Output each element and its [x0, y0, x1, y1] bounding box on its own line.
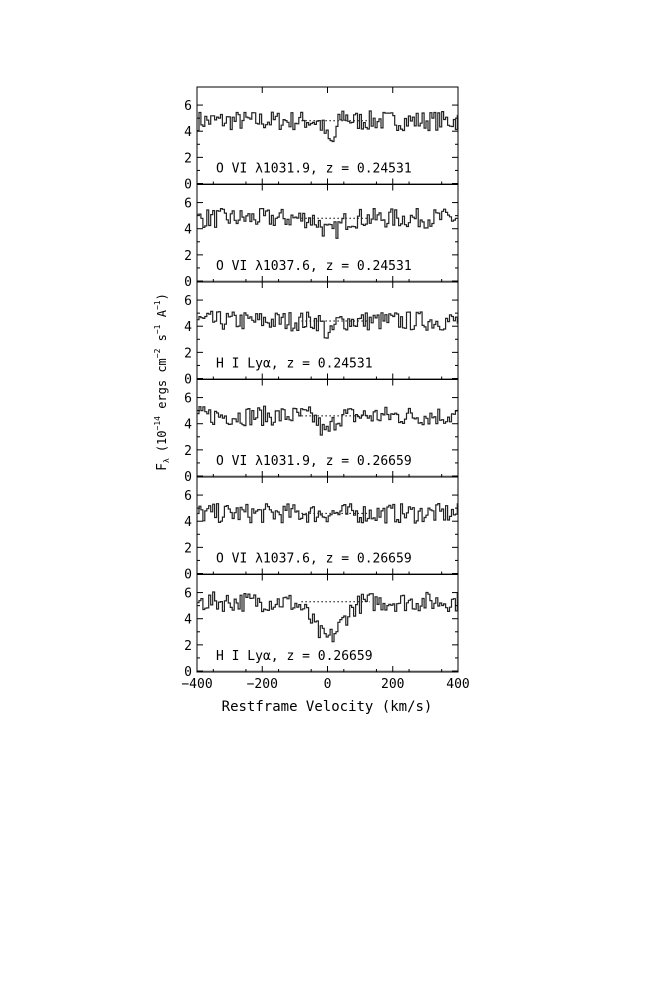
y-tick-label: 2: [184, 541, 192, 557]
y-tick-label: 0: [184, 275, 192, 290]
y-tick-label: 0: [184, 665, 192, 680]
panel-1: [184, 87, 458, 193]
y-tick-label: 4: [184, 222, 192, 238]
x-tick-label: −400: [181, 677, 213, 692]
x-tick-label: 0: [323, 677, 332, 692]
panel-label: O VI λ1037.6, z = 0.24531: [216, 259, 412, 274]
x-axis-label: Restframe Velocity (km/s): [221, 699, 433, 715]
y-axis-label-exp1: −14: [153, 416, 162, 431]
spectrum-line: [197, 111, 458, 142]
y-tick-label: 2: [184, 638, 192, 654]
y-axis-label-exp2: −2: [153, 348, 162, 359]
spectrum-line: [197, 592, 458, 642]
y-tick-label: 4: [184, 417, 192, 433]
y-axis-label-base: F: [155, 463, 170, 471]
y-tick-label: 6: [184, 99, 192, 115]
y-tick-label: 0: [184, 372, 192, 388]
panel-2: [184, 185, 458, 291]
y-tick-label: 6: [184, 196, 192, 212]
spectrum-line: [197, 504, 458, 523]
y-tick-label: 0: [184, 470, 192, 485]
y-axis-label-mid1: ergs cm: [155, 358, 169, 417]
y-axis-label-mid3: A: [155, 310, 169, 325]
y-tick-label: 4: [184, 320, 192, 336]
panel-label: H I Lyα, z = 0.24531: [216, 356, 373, 372]
y-tick-label: 2: [184, 346, 192, 362]
x-tick-labels: [181, 677, 469, 692]
y-axis-label-sub: λ: [162, 458, 171, 463]
y-tick-label: 4: [184, 612, 192, 628]
y-tick-label: 2: [184, 248, 192, 264]
y-axis-label-post: ): [155, 293, 169, 301]
panel-3: [184, 282, 458, 388]
panel-label: O VI λ1037.6, z = 0.26659: [216, 551, 412, 567]
panel-label: O VI λ1031.9, z = 0.26659: [216, 454, 412, 469]
y-tick-label: 0: [184, 567, 192, 583]
panel-label: H I Lyα, z = 0.26659: [216, 649, 373, 664]
panel-4: [184, 380, 458, 486]
y-axis-label-pre: (10: [155, 430, 169, 453]
x-tick-label: −200: [246, 677, 278, 692]
x-tick-label: 400: [446, 677, 470, 692]
spectrum-line: [197, 209, 458, 239]
y-tick-label: 2: [184, 151, 192, 167]
y-axis-label-exp4: −1: [153, 300, 162, 311]
y-tick-label: 6: [184, 586, 192, 602]
y-tick-label: 6: [184, 489, 192, 505]
y-tick-label: 4: [184, 515, 192, 531]
y-tick-label: 0: [184, 177, 192, 193]
panel-6: [184, 575, 458, 681]
x-tick-label: 200: [381, 677, 405, 692]
y-tick-label: 2: [184, 443, 192, 459]
panel-label: O VI λ1031.9, z = 0.24531: [216, 161, 412, 177]
y-axis-label-exp3: −1: [153, 324, 162, 335]
y-tick-label: 4: [184, 125, 192, 141]
y-tick-label: 6: [184, 294, 192, 310]
panel-5: [184, 477, 458, 583]
y-tick-label: 6: [184, 391, 192, 407]
spectrum-line: [197, 311, 458, 338]
spectrum-line: [197, 406, 458, 435]
y-axis-label: [153, 293, 171, 471]
y-axis-label-mid2: s: [155, 334, 169, 349]
spectra-panels: [184, 87, 458, 680]
